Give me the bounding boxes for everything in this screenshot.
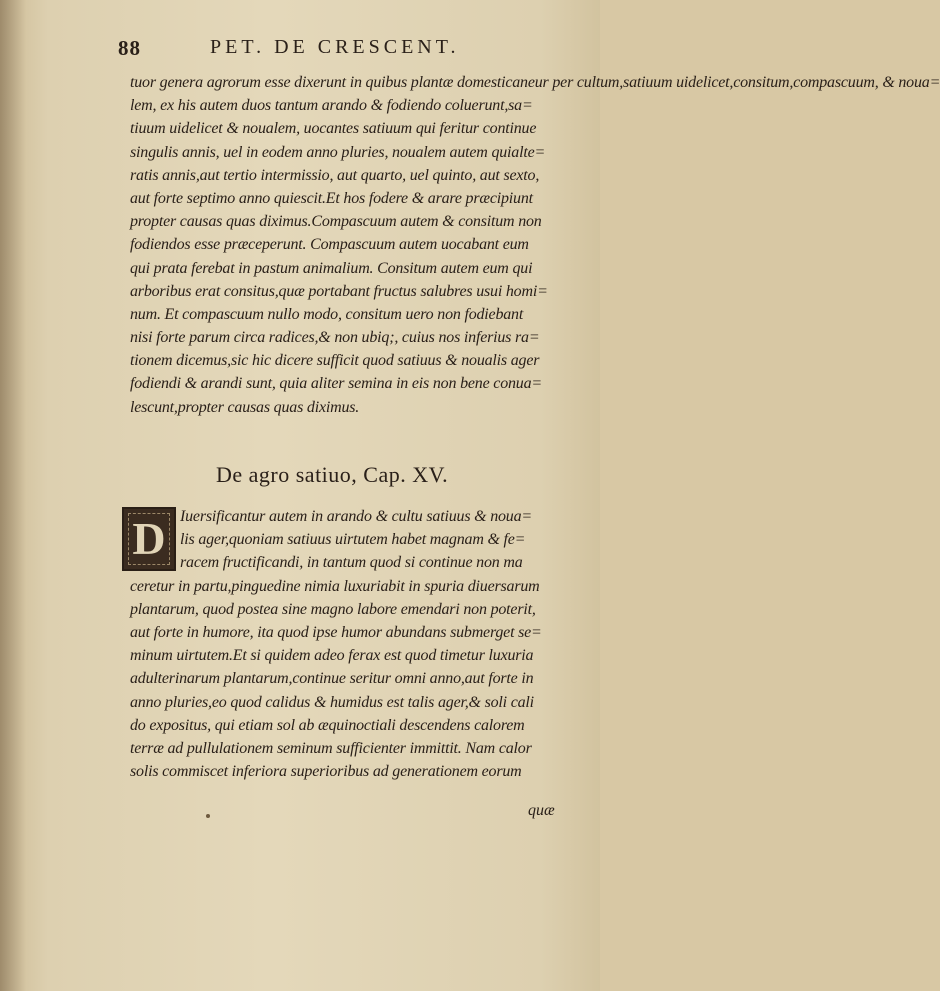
text-line: ratis annis,aut tertio intermissio, aut quarto, uel quinto, aut sexto,	[130, 166, 540, 184]
text-line: tuor genera agrorum esse dixerunt in quibus plantæ domesticaneur per cultum,satiuum uidelicet,consitum,compascuum, & noua=	[130, 74, 940, 91]
text-line: anno pluries,eo quod calidus & humidus est talis ager,& soli cali	[130, 693, 534, 711]
text-line: plantarum, quod postea sine magno labore emendari non poterit,	[130, 600, 536, 618]
text-line: lis ager,quoniam satiuus uirtutem habet magnam & fe=	[180, 531, 526, 549]
text-line: propter causas quas diximus.Compascuum autem & consitum non	[130, 213, 542, 231]
text-line: aut forte septimo anno quiescit.Et hos fodere & arare præcipiunt	[130, 189, 533, 207]
paper-spot	[206, 814, 210, 818]
text-line: do expositus, qui etiam sol ab æquinoctiali descendens calorem	[130, 716, 525, 734]
body-text-block	[130, 71, 940, 419]
text-line: aut forte in humore, ita quod ipse humor abundans submerget se=	[130, 623, 542, 641]
text-line: tionem dicemus,sic hic dicere sufficit quod satiuus & noualis ager	[130, 352, 540, 370]
running-head: PET. DE CRESCENT.	[210, 36, 460, 58]
text-line: lem, ex his autem duos tantum arando & fodiendo coluerunt,sa=	[130, 97, 533, 115]
text-line: racem fructificandi, in tantum quod si continue non ma	[180, 554, 523, 572]
text-line: fodiendi & arandi sunt, quia aliter semina in eis non bene conua=	[130, 375, 542, 393]
text-line: solis commiscet inferiora superioribus ad generationem eorum	[130, 763, 522, 781]
chapter-heading: De agro satiuo, Cap. XV.	[216, 462, 449, 487]
text-line: minum uirtutem.Et si quidem adeo ferax est quod timetur luxuria	[130, 647, 534, 665]
text-line: lescunt,propter causas quas diximus.	[130, 398, 360, 416]
text-line: singulis annis, uel in eodem anno pluries, noualem autem quialte=	[130, 143, 546, 161]
initial-letter: D	[132, 513, 166, 564]
gutter-shadow	[0, 0, 26, 991]
chapter-text-block	[130, 505, 572, 783]
catchword: quæ	[528, 802, 555, 819]
text-line: Iuersificantur autem in arando & cultu satiuus & noua=	[180, 508, 532, 525]
page-header	[118, 36, 538, 62]
text-line: num. Et compascuum nullo modo, consitum uero non fodiebant	[130, 305, 524, 323]
text-line: ceretur in partu,pinguedine nimia luxuriabit in spuria diuersarum	[130, 577, 540, 595]
folio-number: 88	[118, 36, 141, 60]
text-line: nisi forte parum circa radices,& non ubiq;, cuius nos inferius ra=	[130, 329, 540, 347]
text-line: qui prata ferebat in pastum animalium. Consitum autem eum qui	[130, 259, 533, 277]
text-line: tiuum uidelicet & noualem, uocantes satiuum qui feritur continue	[130, 120, 537, 138]
text-line: fodiendos esse præceperunt. Compascuum autem uocabant eum	[130, 236, 529, 254]
text-line: arboribus erat consitus,quæ portabant fructus salubres usui homi=	[130, 282, 548, 300]
text-line: adulterinarum plantarum,continue seritur omni anno,aut forte in	[130, 670, 534, 688]
text-line: terræ ad pullulationem seminum sufficienter immittit. Nam calor	[130, 739, 532, 757]
